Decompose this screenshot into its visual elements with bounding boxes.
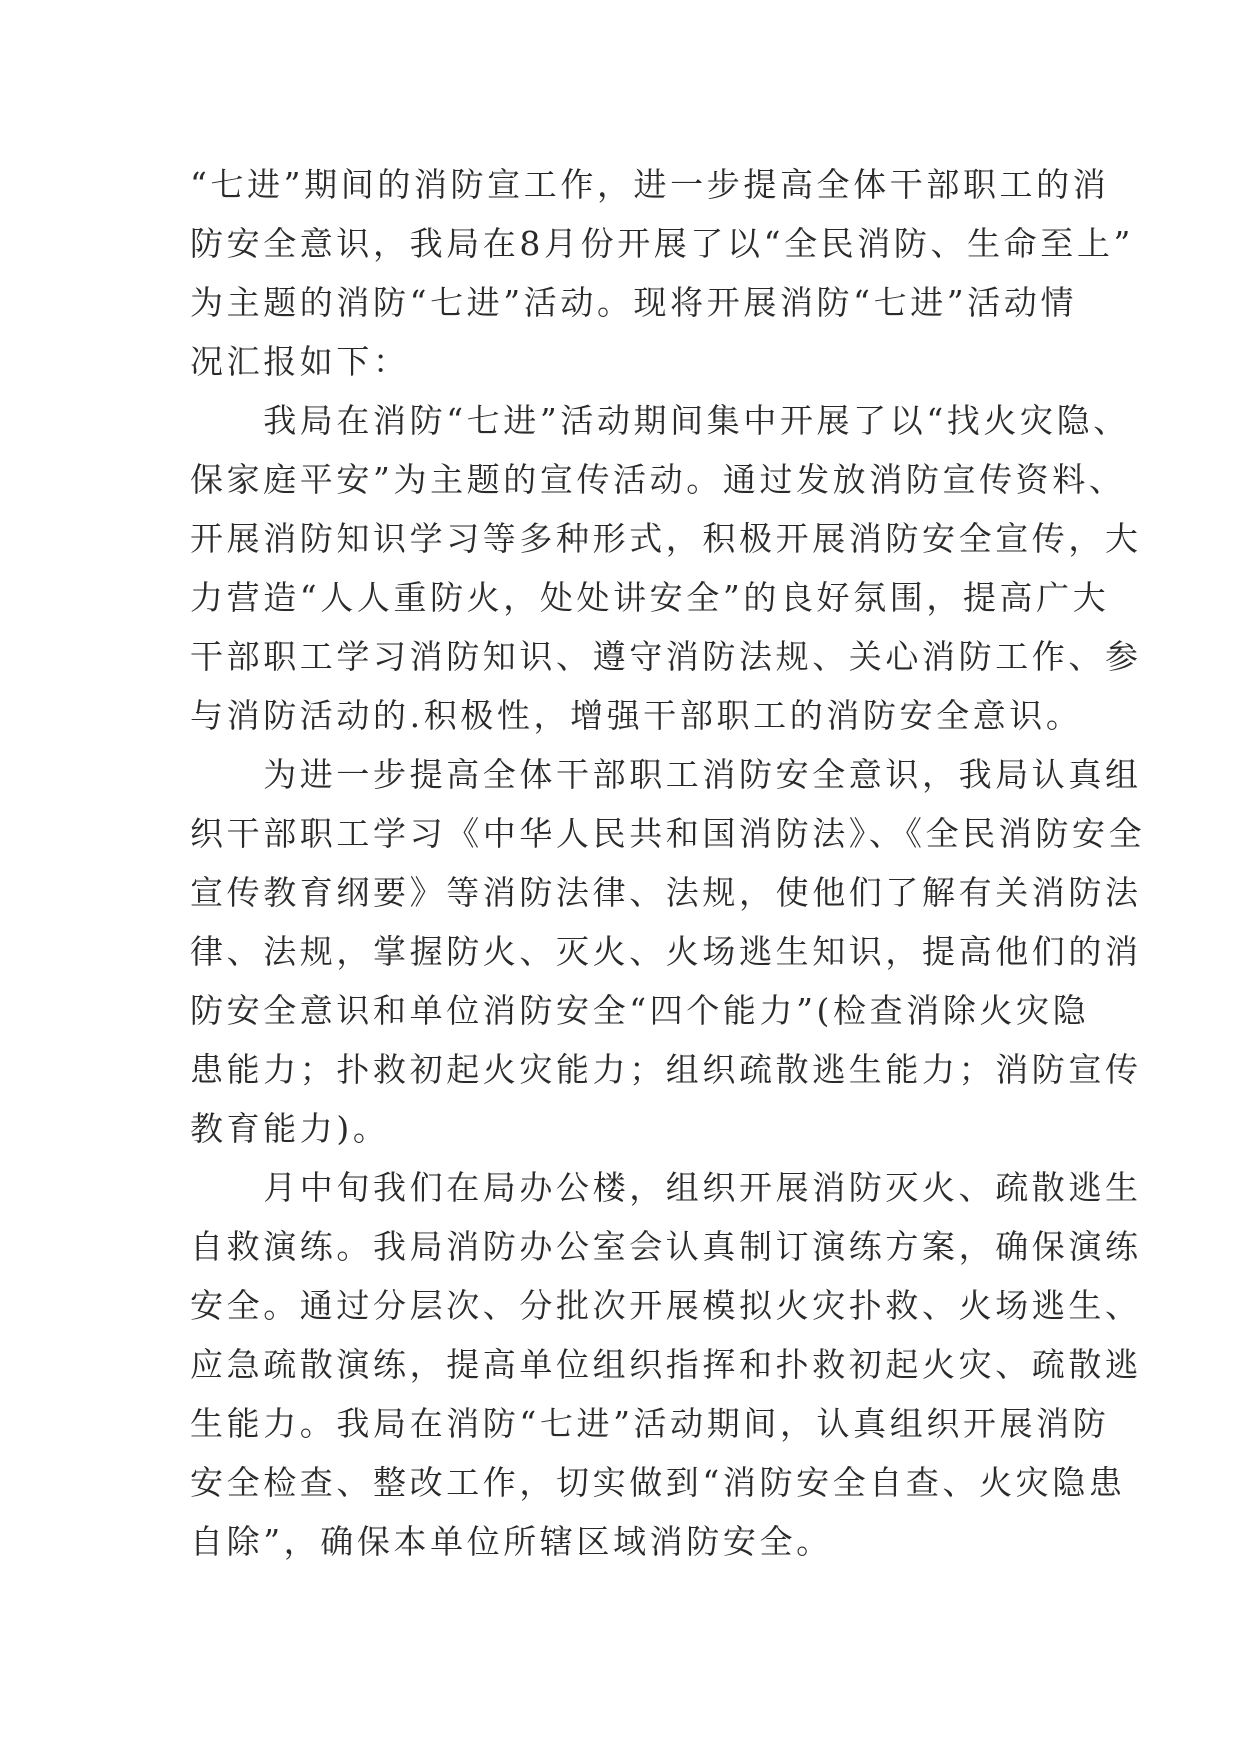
document-body — [190, 155, 1146, 1571]
text-line: 与消防活动的.积极性，增强干部职工的消防安全意识。 — [190, 696, 1083, 735]
text-line: 律、法规，掌握防火、灭火、火场逃生知识，提高他们的消 — [190, 932, 1142, 971]
text-line: 教育能力)。 — [190, 1109, 390, 1148]
text-line: 自除”，确保本单位所辖区域消防安全。 — [190, 1522, 833, 1561]
text-line: 生能力。我局在消防“七进”活动期间，认真组织开展消防 — [190, 1404, 1110, 1443]
text-line: 安全。通过分层次、分批次开展模拟火灾扑救、火场逃生、 — [190, 1286, 1142, 1325]
text-line: 开展消防知识学习等多种形式，积极开展消防安全宣传，大 — [190, 519, 1142, 558]
text-line: 患能力；扑救初起火灾能力；组织疏散逃生能力；消防宣传 — [190, 1050, 1142, 1089]
text-line: 为主题的消防“七进”活动。现将开展消防“七进”活动情 — [190, 283, 1078, 322]
text-line: 宣传教育纲要》等消防法律、法规，使他们了解有关消防法 — [190, 873, 1142, 912]
text-line: 保家庭平安”为主题的宣传活动。通过发放消防宣传资料、 — [190, 460, 1126, 499]
text-line: 月中旬我们在局办公楼，组织开展消防灭火、疏散逃生 — [190, 1168, 1142, 1207]
text-line: 我局在消防“七进”活动期间集中开展了以“找火灾隐、 — [190, 401, 1130, 440]
text-line: 防安全意识，我局在8月份开展了以“全民消防、生命至上” — [190, 224, 1134, 263]
text-line: 况汇报如下： — [190, 342, 410, 381]
text-line: 力营造“人人重防火，处处讲安全”的良好氛围，提高广大 — [190, 578, 1110, 617]
text-line: 织干部职工学习《中华人民共和国消防法》、《全民消防安全 — [190, 814, 1146, 853]
text-line: 自救演练。我局消防办公室会认真制订演练方案，确保演练 — [190, 1227, 1142, 1266]
text-line: 安全检查、整改工作，切实做到“消防安全自查、火灾隐患 — [190, 1463, 1126, 1502]
text-line: 干部职工学习消防知识、遵守消防法规、关心消防工作、参 — [190, 637, 1142, 676]
text-line: 应急疏散演练，提高单位组织指挥和扑救初起火灾、疏散逃 — [190, 1345, 1142, 1384]
text-line: 为进一步提高全体干部职工消防安全意识，我局认真组 — [190, 755, 1142, 794]
text-line: “七进”期间的消防宣工作，进一步提高全体干部职工的消 — [190, 165, 1110, 204]
text-line: 防安全意识和单位消防安全“四个能力”(检查消除火灾隐 — [190, 991, 1090, 1030]
